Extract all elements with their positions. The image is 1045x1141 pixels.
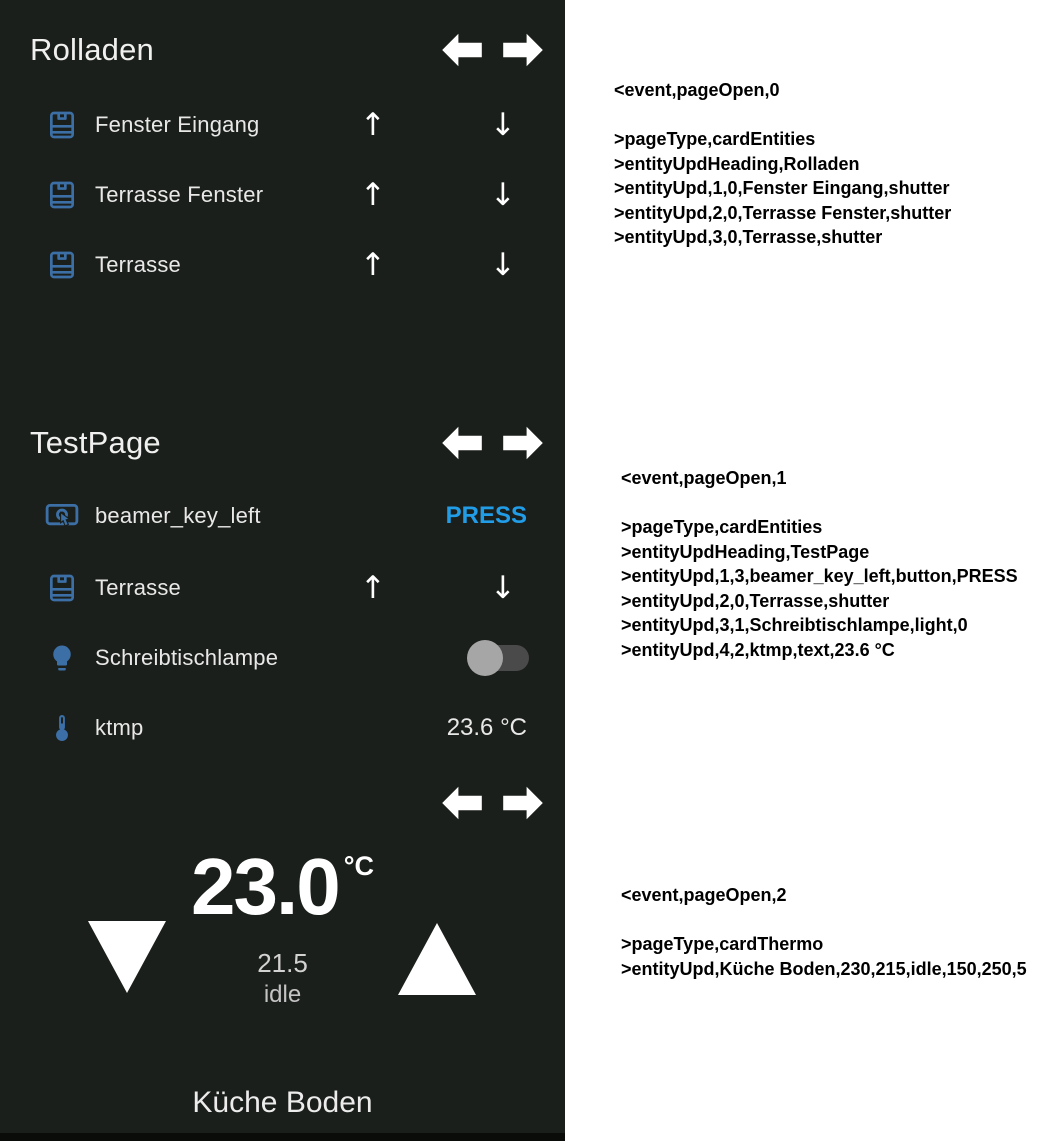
log-line: >entityUpdHeading,TestPage [621, 541, 870, 562]
entity-row-terrasse-2 [0, 553, 565, 623]
thermometer-icon [45, 710, 79, 746]
log-line: >entityUpd,3,1,Schreibtischlampe,light,0 [621, 615, 968, 635]
entity-row-ktmp [0, 693, 565, 763]
log-line: >entityUpd,4,2,ktmp,text,23.6 °C [621, 639, 895, 660]
target-temperature: 21.5 [257, 948, 308, 978]
arrow-right-bold-icon [501, 785, 545, 821]
log-line: >entityUpdHeading,Rolladen [614, 153, 860, 174]
log-line: >pageType,cardEntities [614, 129, 816, 149]
thermostat-entity-name: Küche Boden [192, 1086, 373, 1119]
entity-row-fenster-eingang [0, 90, 565, 160]
shutter-controls [348, 553, 528, 623]
arrow-right-bold-icon [501, 32, 545, 68]
log-line [621, 491, 1018, 516]
page-prev-button[interactable] [440, 30, 484, 70]
shutter-controls [348, 160, 528, 230]
entity-row-schreibtischlampe [0, 623, 565, 693]
page-next-button[interactable] [501, 30, 545, 70]
shutter-down-button[interactable]: ↓ [490, 569, 516, 606]
entity-label: Terrasse [95, 252, 181, 277]
arrow-left-bold-icon [440, 32, 484, 68]
lightbulb-icon [45, 640, 79, 676]
entity-label: Terrasse Fenster [95, 182, 264, 207]
shutter-icon [45, 570, 79, 606]
page-title: TestPage [30, 425, 161, 460]
shutter-controls [348, 90, 528, 160]
shutter-up-button[interactable]: ↑ [360, 176, 386, 213]
entity-row-terrasse-fenster [0, 160, 565, 230]
shutter-down-button[interactable]: ↓ [490, 106, 516, 143]
shutter-icon [45, 107, 79, 143]
temperature-unit: °C [343, 851, 374, 881]
arrow-left-bold-icon [440, 425, 484, 461]
log-line: >pageType,cardEntities [621, 517, 823, 537]
log-block-page0 [614, 78, 951, 250]
page-next-button[interactable] [501, 783, 545, 823]
toggle-knob [467, 640, 503, 676]
screen-bottom-strip [0, 1133, 565, 1141]
log-line: >entityUpd,2,0,Terrasse Fenster,shutter [614, 202, 952, 223]
log-line: <event,pageOpen,0 [614, 80, 780, 100]
log-line: >entityUpd,Küche Boden,230,215,idle,150,250,5 [621, 958, 1027, 979]
card3-nav [440, 783, 545, 823]
log-line: >entityUpd,1,0,Fenster Eingang,shutter [614, 178, 950, 198]
shutter-icon [45, 177, 79, 213]
log-line: >entityUpd,2,0,Terrasse,shutter [621, 590, 890, 611]
page-title: Rolladen [30, 32, 154, 67]
entity-row-terrasse [0, 230, 565, 300]
shutter-icon [45, 247, 79, 283]
log-line: >entityUpd,3,0,Terrasse,shutter [614, 227, 883, 247]
log-block-page1 [621, 466, 1018, 662]
entity-label: Schreibtischlampe [95, 645, 279, 670]
light-toggle-off[interactable] [467, 640, 529, 676]
log-line: <event,pageOpen,1 [621, 468, 787, 488]
card1-header [30, 28, 545, 72]
log-block-page2 [621, 883, 1027, 981]
log-line [621, 908, 1027, 933]
shutter-down-button[interactable]: ↓ [490, 176, 516, 213]
page-prev-button[interactable] [440, 423, 484, 463]
shutter-up-button[interactable]: ↑ [360, 106, 386, 143]
arrow-left-bold-icon [440, 785, 484, 821]
shutter-down-button[interactable]: ↓ [490, 246, 516, 283]
card2-header [30, 421, 545, 465]
card3-header [30, 781, 545, 825]
current-temperature [0, 842, 565, 931]
arrow-right-bold-icon [501, 425, 545, 461]
shutter-controls [348, 230, 528, 300]
current-temperature-value: 23.0 [191, 842, 339, 931]
log-line [614, 103, 951, 128]
entity-label: ktmp [95, 715, 144, 740]
press-button[interactable]: PRESS [445, 502, 527, 529]
log-line: >entityUpd,1,3,beamer_key_left,button,PRESS [621, 566, 1018, 586]
sensor-value: 23.6 °C [446, 714, 527, 741]
entity-label: Fenster Eingang [95, 112, 260, 137]
log-line: <event,pageOpen,2 [621, 885, 787, 905]
hvac-state: idle [263, 981, 302, 1008]
shutter-up-button[interactable]: ↑ [360, 569, 386, 606]
card1-nav [440, 30, 545, 70]
entity-label: beamer_key_left [95, 503, 261, 528]
page-prev-button[interactable] [440, 783, 484, 823]
tap-button-icon [45, 498, 79, 534]
card2-nav [440, 423, 545, 463]
log-line: >pageType,cardThermo [621, 934, 824, 954]
entity-label: Terrasse [95, 575, 181, 600]
shutter-up-button[interactable]: ↑ [360, 246, 386, 283]
entity-row-beamer-key-left [0, 481, 565, 551]
page-next-button[interactable] [501, 423, 545, 463]
